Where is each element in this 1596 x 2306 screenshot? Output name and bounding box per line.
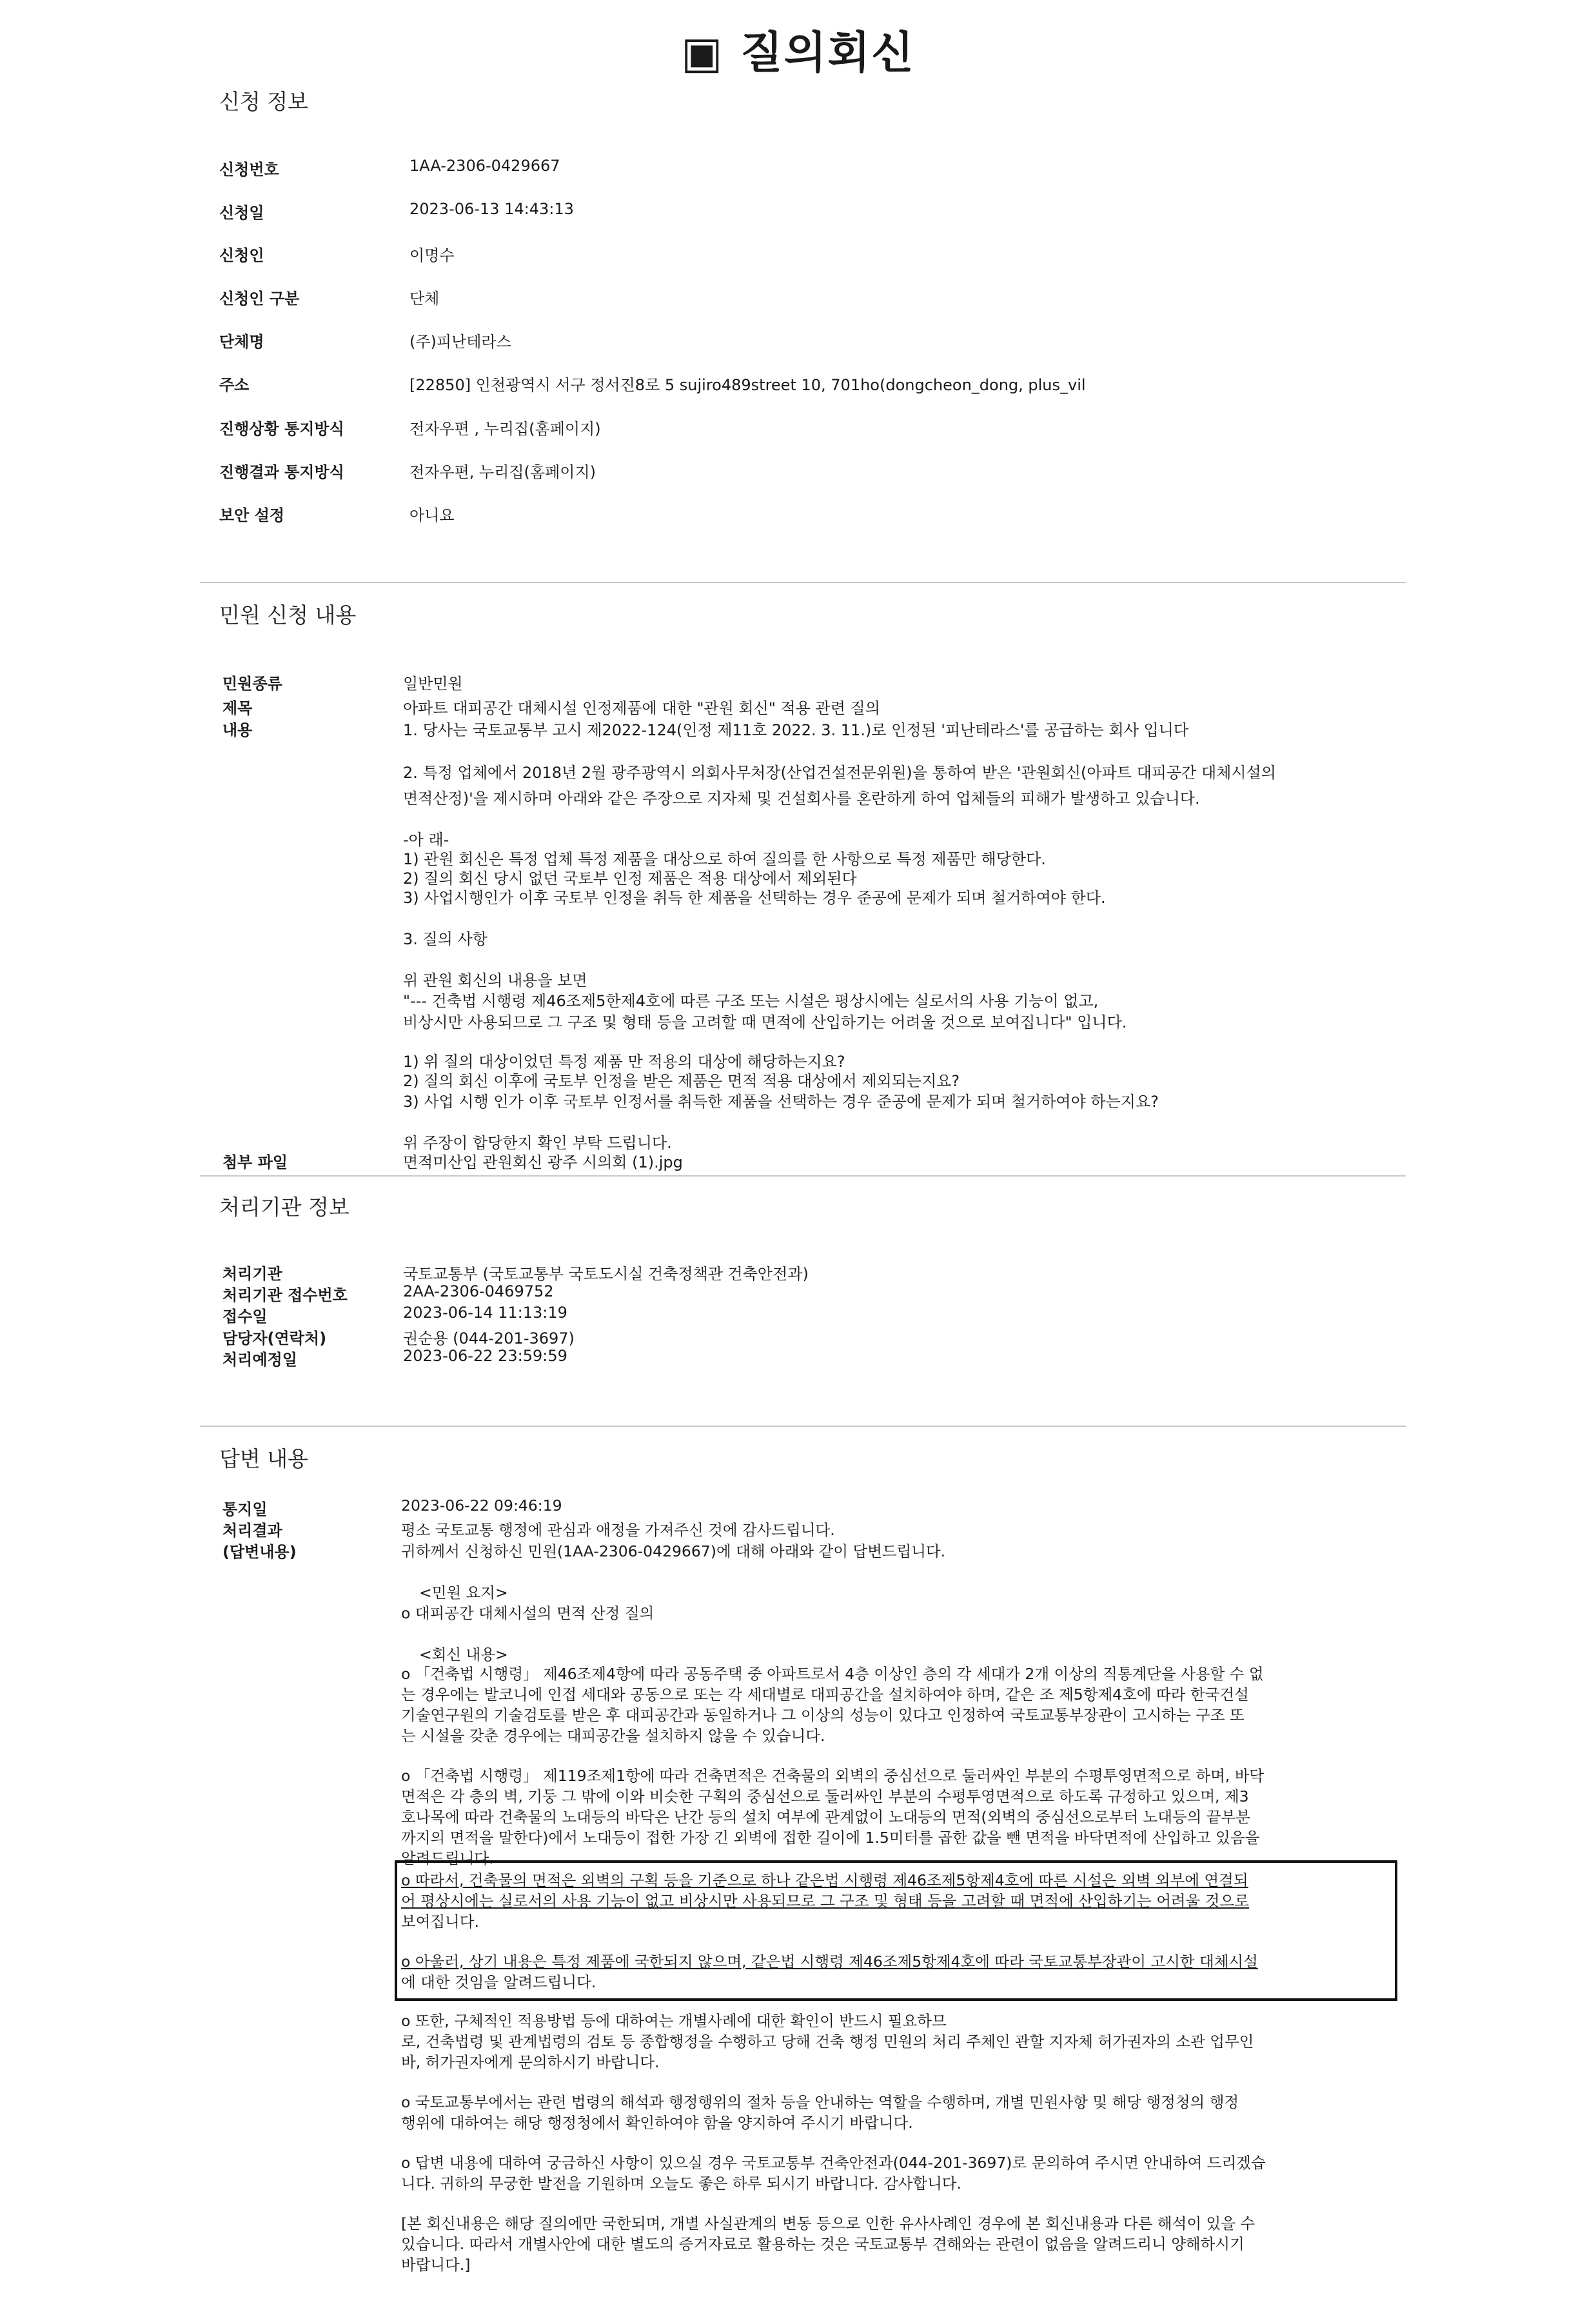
complaint-line: 1) 관원 회신은 특정 업체 특정 제품을 대상으로 하여 질의를 한 사항으로 특정 제품만 해당한다. <box>403 850 1046 868</box>
answer-line: o 답변 내용에 대하여 궁금하신 사항이 있으실 경우 국토교통부 건축안전과(044-201-3697)로 문의하여 주시면 안내하여 드리겠습 <box>401 2154 1266 2172</box>
complaint-line: 1) 위 질의 대상이었던 특정 제품 만 적용의 대상에 해당하는지요? <box>403 1053 845 1071</box>
notice-date-label: 통지일 <box>222 1500 268 1518</box>
answer-line: 는 경우에는 발코니에 인접 세대와 공동으로 또는 각 세대별로 대피공간을 설치하여야 하며, 같은 조 제5항제4호에 따라 한국건설 <box>401 1685 1249 1704</box>
answer-line-highlight: 보여집니다. <box>401 1913 479 1931</box>
agency-received-label: 접수일 <box>222 1307 268 1326</box>
complaint-line: "--- 건축법 시행령 제46조제5한제4호에 따른 구조 또는 시설은 평상시에는 실로서의 사용 기능이 없고, <box>403 992 1099 1010</box>
complaint-line: 2) 질의 회신 당시 없던 국토부 인정 제품은 적용 대상에서 제외된다 <box>403 870 857 888</box>
info-value: (주)피난테라스 <box>409 333 511 351</box>
complaint-subject-value: 아파트 대피공간 대체시설 인정제품에 대한 "관원 회신" 적용 관련 질의 <box>403 699 880 717</box>
info-value: 단체 <box>409 290 440 308</box>
answer-line-highlight: o 따라서, 건축물의 면적은 외벽의 구획 등을 기준으로 하나 같은법 시행령 제46조제5항제4호에 따른 시설은 외벽 외부에 연결되 <box>401 1871 1248 1889</box>
complaint-type-value: 일반민원 <box>403 675 463 693</box>
complaint-type-label: 민원종류 <box>222 675 282 693</box>
answer-line-highlight: 어 평상시에는 실로서의 사용 기능이 없고 비상시만 사용되므로 그 구조 및 형태 등을 고려할 때 면적에 산입하기는 어려울 것으로 <box>401 1892 1249 1910</box>
complaint-line: 비상시만 사용되므로 그 구조 및 형태 등을 고려할 때 면적에 산입하기는 어려울 것으로 보여집니다" 입니다. <box>403 1013 1127 1031</box>
complaint-line: 2) 질의 회신 이후에 국토부 인정을 받은 제품은 면적 적용 대상에서 제외되는지요? <box>403 1072 960 1090</box>
answer-line: 있습니다. 따라서 개별사안에 대한 별도의 증거자료로 활용하는 것은 국토교통부 견해와는 관련이 없음을 알려드리니 양해하시기 <box>401 2235 1245 2253</box>
info-label: 진행결과 통지방식 <box>219 463 344 481</box>
section-divider <box>200 1175 1406 1177</box>
answer-line-highlight: o 아울러, 상기 내용은 특정 제품에 국한되지 않으며, 같은법 시행령 제46조제5항제4호에 따라 국토교통부장관이 고시한 대체시설 <box>401 1953 1258 1971</box>
info-value: 전자우편, 누리집(홈페이지) <box>409 463 596 481</box>
info-label: 진행상황 통지방식 <box>219 420 344 438</box>
answer-line: o 대피공간 대체시설의 면적 산정 질의 <box>401 1604 655 1622</box>
agency-due-value: 2023-06-22 23:59:59 <box>403 1347 567 1365</box>
answer-line: o 「건축법 시행령」 제119조제1항에 따라 건축면적은 건축물의 외벽의 중심선으로 둘러싸인 부분의 수평투영면적으로 하며, 바닥 <box>401 1767 1265 1785</box>
answer-line: [본 회신내용은 해당 질의에만 국한되며, 개별 사실관계의 변동 등으로 인한 유사사례인 경우에 본 회신내용과 다른 해석이 있을 수 <box>401 2214 1256 2232</box>
answer-line: 바랍니다.] <box>401 2256 471 2274</box>
answer-line: <회신 내용> <box>419 1645 508 1664</box>
info-label: 보안 설정 <box>219 506 285 524</box>
document-title: ▣ 질의회신 <box>681 28 915 79</box>
agency-due-label: 처리예정일 <box>222 1351 297 1369</box>
application-info-title: 신청 정보 <box>219 89 309 114</box>
answer-line: 니다. 귀하의 무궁한 발전을 기원하며 오늘도 좋은 하루 되시기 바랍니다. 감사합니다. <box>401 2174 961 2192</box>
attachment-link[interactable]: 면적미산입 관원회신 광주 시의회 (1).jpg <box>403 1153 683 1171</box>
agency-received-value: 2023-06-14 11:13:19 <box>403 1304 567 1322</box>
answer-line: 는 시설을 갖춘 경우에는 대피공간을 설치하지 않을 수 있습니다. <box>401 1727 825 1745</box>
agency-label: 처리기관 <box>222 1265 282 1283</box>
complaint-line: -아 래- <box>403 831 449 849</box>
answer-line: 기술연구원의 기술검토를 받은 후 대피공간과 동일하거나 그 이상의 성능이 있다고 인정하여 국토교통부장관이 고시하는 구조 또 <box>401 1706 1245 1724</box>
complaint-line: 2. 특정 업체에서 2018년 2월 광주광역시 의회사무처장(산업건설전문위원)을 통하여 받은 '관원회신(아파트 대피공간 대체시설의 <box>403 764 1276 782</box>
info-label: 단체명 <box>219 333 264 351</box>
answer-line: 귀하께서 신청하신 민원(1AA-2306-0429667)에 대해 아래와 같이 답변드립니다. <box>401 1542 946 1560</box>
complaint-content-label: 내용 <box>222 721 253 739</box>
info-value: 전자우편 , 누리집(홈페이지) <box>409 420 601 438</box>
complaint-title: 민원 신청 내용 <box>219 602 357 628</box>
attachment-label: 첨부 파일 <box>222 1153 288 1171</box>
answer-line: 평소 국토교통 행정에 관심과 애정을 가져주신 것에 감사드립니다. <box>401 1521 835 1539</box>
complaint-line: 면적산정)'을 제시하며 아래와 같은 주장으로 지자체 및 건설회사를 혼란하게 하여 업체들의 피해가 발생하고 있습니다. <box>403 790 1200 808</box>
complaint-line: 위 관원 회신의 내용을 보면 <box>403 971 587 989</box>
result-label: 처리결과 <box>222 1522 282 1540</box>
answer-line: o 국토교통부에서는 관련 법령의 해석과 행정행위의 절차 등을 안내하는 역할을 수행하며, 개별 민원사항 및 해당 행정청의 행정 <box>401 2093 1239 2111</box>
info-value: 이명수 <box>409 246 455 264</box>
answer-line-highlight: 에 대한 것임을 알려드립니다. <box>401 1973 596 1991</box>
answer-line: 바, 허가권자에게 문의하시기 바랍니다. <box>401 2053 660 2071</box>
agency-contact-value: 권순용 (044-201-3697) <box>403 1329 575 1347</box>
complaint-line: 3. 질의 사항 <box>403 930 488 948</box>
agency-value: 국토교통부 (국토교통부 국토도시실 건축정책관 건축안전과) <box>403 1265 809 1283</box>
answer-line: 호나목에 따라 건축물의 노대등의 바닥은 난간 등의 설치 여부에 관계없이 노대등의 면적(외벽의 중심선으로부터 노대등의 끝부분 <box>401 1808 1250 1826</box>
agency-title: 처리기관 정보 <box>219 1195 350 1220</box>
info-value: 1AA-2306-0429667 <box>409 157 560 175</box>
answer-line: 까지의 면적을 말한다)에서 노대등이 접한 가장 긴 외벽에 접한 길이에 1.5미터를 곱한 값을 뺀 면적을 바닥면적에 산입하고 있음을 <box>401 1829 1260 1847</box>
complaint-line: 3) 사업시행인가 이후 국토부 인정을 취득 한 제품을 선택하는 경우 준공에 문제가 되며 철거하여야 한다. <box>403 889 1106 907</box>
complaint-subject-label: 제목 <box>222 699 253 717</box>
answer-line: 면적은 각 층의 벽, 기둥 그 밖에 이와 비슷한 구획의 중심선으로 둘러싸인 부분의 수평투영면적으로 하도록 규정하고 있으며, 제3 <box>401 1787 1249 1805</box>
notice-date-value: 2023-06-22 09:46:19 <box>401 1496 562 1515</box>
info-label: 신청인 구분 <box>219 290 300 308</box>
info-value: 2023-06-13 14:43:13 <box>409 200 574 218</box>
info-label: 신청번호 <box>219 161 279 179</box>
agency-receipt-value: 2AA-2306-0469752 <box>403 1282 554 1300</box>
info-label: 주소 <box>219 376 250 394</box>
answer-line: <민원 요지> <box>419 1584 508 1602</box>
answer-title: 답변 내용 <box>219 1446 309 1471</box>
complaint-line: 1. 당사는 국토교통부 고시 제2022-124(인정 제11호 2022. 3. 11.)로 인정된 '피난테라스'를 공급하는 회사 입니다 <box>403 721 1189 739</box>
answer-line: 로, 건축법령 및 관계법령의 검토 등 종합행정을 수행하고 당해 건축 행정 민원의 처리 주체인 관할 지자체 허가권자의 소관 업무인 <box>401 2033 1254 2051</box>
section-divider <box>200 1426 1406 1427</box>
section-divider <box>200 582 1406 583</box>
complaint-line: 위 주장이 합당한지 확인 부탁 드립니다. <box>403 1134 672 1152</box>
answer-line: o 또한, 구체적인 적용방법 등에 대하여는 개별사례에 대한 확인이 반드시 필요하므 <box>401 2012 947 2030</box>
complaint-line: 3) 사업 시행 인가 이후 국토부 인정서를 취득한 제품을 선택하는 경우 준공에 문제가 되며 철거하여야 하는지요? <box>403 1093 1159 1111</box>
info-value: [22850] 인천광역시 서구 정서진8로 5 sujiro489street 10, 701ho(dongcheon_dong, plus_vil <box>409 376 1086 394</box>
answer-line: o 「건축법 시행령」 제46조제4항에 따라 공동주택 중 아파트로서 4층 이상인 층의 각 세대가 2개 이상의 직통계단을 사용할 수 없 <box>401 1665 1264 1683</box>
info-label: 신청일 <box>219 204 264 222</box>
agency-contact-label: 담당자(연락처) <box>222 1329 327 1347</box>
agency-receipt-label: 처리기관 접수번호 <box>222 1286 348 1304</box>
info-value: 아니요 <box>409 506 455 524</box>
answer-line: 행위에 대하여는 해당 행정청에서 확인하여야 함을 양지하여 주시기 바랍니다. <box>401 2114 913 2132</box>
result-label-sub: (답변내용) <box>222 1543 297 1561</box>
info-label: 신청인 <box>219 246 264 264</box>
answer-line: 알려드립니다. <box>401 1849 494 1867</box>
